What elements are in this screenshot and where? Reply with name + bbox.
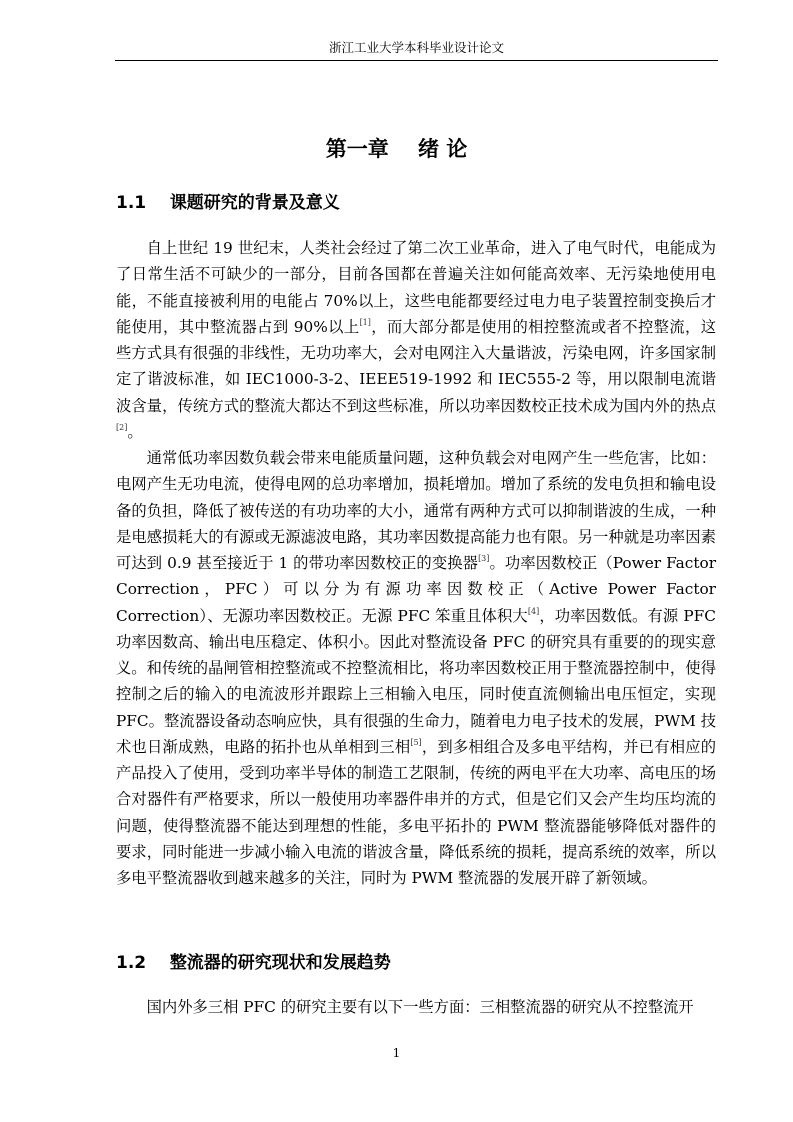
section-heading-1-1 (116, 190, 340, 216)
paragraph-text: ，到多相组合及多电平结构，并已有相应的产品投入了使用，受到功率半导体的制造工艺限制，传统的两电平在大功率、高电压的场合对器件有严格要求，所以一般使用功率器件串并的方式，但是它们又会产生均压均流的问题，使得整流器不能达到理想的性能，多电平拓扑的 PWM 整流器能够降低对器件的要求，同时能进一步减小输入电流的谐波含量，降低系统的损耗，提高系统的效率，所以多电平整流器收到越来越多的关注，同时为 PWM 整流器的发展开辟了新领域。 (116, 737, 716, 888)
section-number: 1.1 (116, 193, 147, 213)
citation-ref: [5] (410, 737, 422, 747)
paragraph-text: 自上世纪 19 世纪末，人类社会经过了第二次工业革命，进入了电气时代，电能成为了日常生活不可缺少的一部分，目前各国都在普遍关注如何能高效率、无污染地使用电能，不能直接被利用的电能占 70%以上，这些电能都要经过电力电子装置控制变换后才能使用，其中整流器占到 90%以上 (116, 239, 716, 336)
paragraph-text: 和传统的晶闸管相控整流或不控整流相比，将功率因数校正用于整流器控制中，使得控制之后的输入的电流波形并跟踪上三相输入电压，同时使直流侧输出电压恒定，实现 PFC。整流器设备动态响应快，具有很强的生命力，随着电力电子技术的发展，PWM 技术也日渐成熟，电路的拓扑也从单相到三相 (116, 659, 716, 756)
citation-ref: [3] (478, 554, 490, 564)
paragraph-background-3 (116, 655, 716, 892)
section-heading-1-2 (116, 950, 391, 976)
citation-ref: [4] (527, 606, 540, 616)
paragraph-background-2 (116, 445, 716, 682)
paragraph-text: ，而大部分都是使用的相控整流或者不控整流，这些方式具有很强的非线性，无功功率大，会对电网注入大量谐波，污染电网，许多国家制定了谐波标准，如 IEC1000-3-2、IEEE519-1992 和 IEC555-2 等，用以限制电流谐波含量，传统方式的整流大都达不到这些标准，所以功率因数校正技术成为国内外的热点 (116, 317, 716, 415)
page-number: 1 (392, 1046, 401, 1060)
paragraph-text: 国内外多三相 PFC 的研究主要有以下一些方面：三相整流器的研究从不控整流开 (146, 998, 694, 1016)
section-title: 整流器的研究现状和发展趋势 (169, 953, 391, 973)
chapter-title: 第一章 绪 论 (325, 137, 468, 161)
page-header: 浙江工业大学本科毕业设计论文 (115, 36, 718, 61)
paragraph-status-1 (116, 994, 716, 1020)
citation-ref: [2] (116, 423, 128, 433)
section-number: 1.2 (116, 953, 147, 973)
paragraph-background-1 (116, 235, 716, 445)
paragraph-text: 通常低功率因数负载会带来电能质量问题，这种负载会对电网产生一些危害，比如：电网产生无功电流，使得电网的总功率增加，损耗增加。增加了系统的发电负担和输电设备的负担，降低了被传送的有功功率的大小，通常有两种方式可以抑制谐波的生成，一种是电感损耗大的有源或无源滤波电路，其功率因数提高能力也有限。另一种就是功率因素可达到 0.9 甚至接近于 1 的带功率因数校正的变换器 (116, 449, 716, 573)
paragraph-text: 。 (127, 423, 143, 442)
citation-ref: [1] (359, 317, 371, 327)
paragraph-text: ，功率因数低。有源 PFC 功率因数高、输出电压稳定、体积小。因此对整流设备 PFC 的研究具有重要的的现实意义。 (116, 606, 716, 678)
paragraph-text: 。功率因数校正（Power Factor Correction，PFC）可以分为有源功率因数校正（Active Power Factor Correction）、无源功率因数校正。无源 PFC 笨重且体积大 (116, 554, 717, 625)
section-title: 课题研究的背景及意义 (169, 193, 340, 213)
